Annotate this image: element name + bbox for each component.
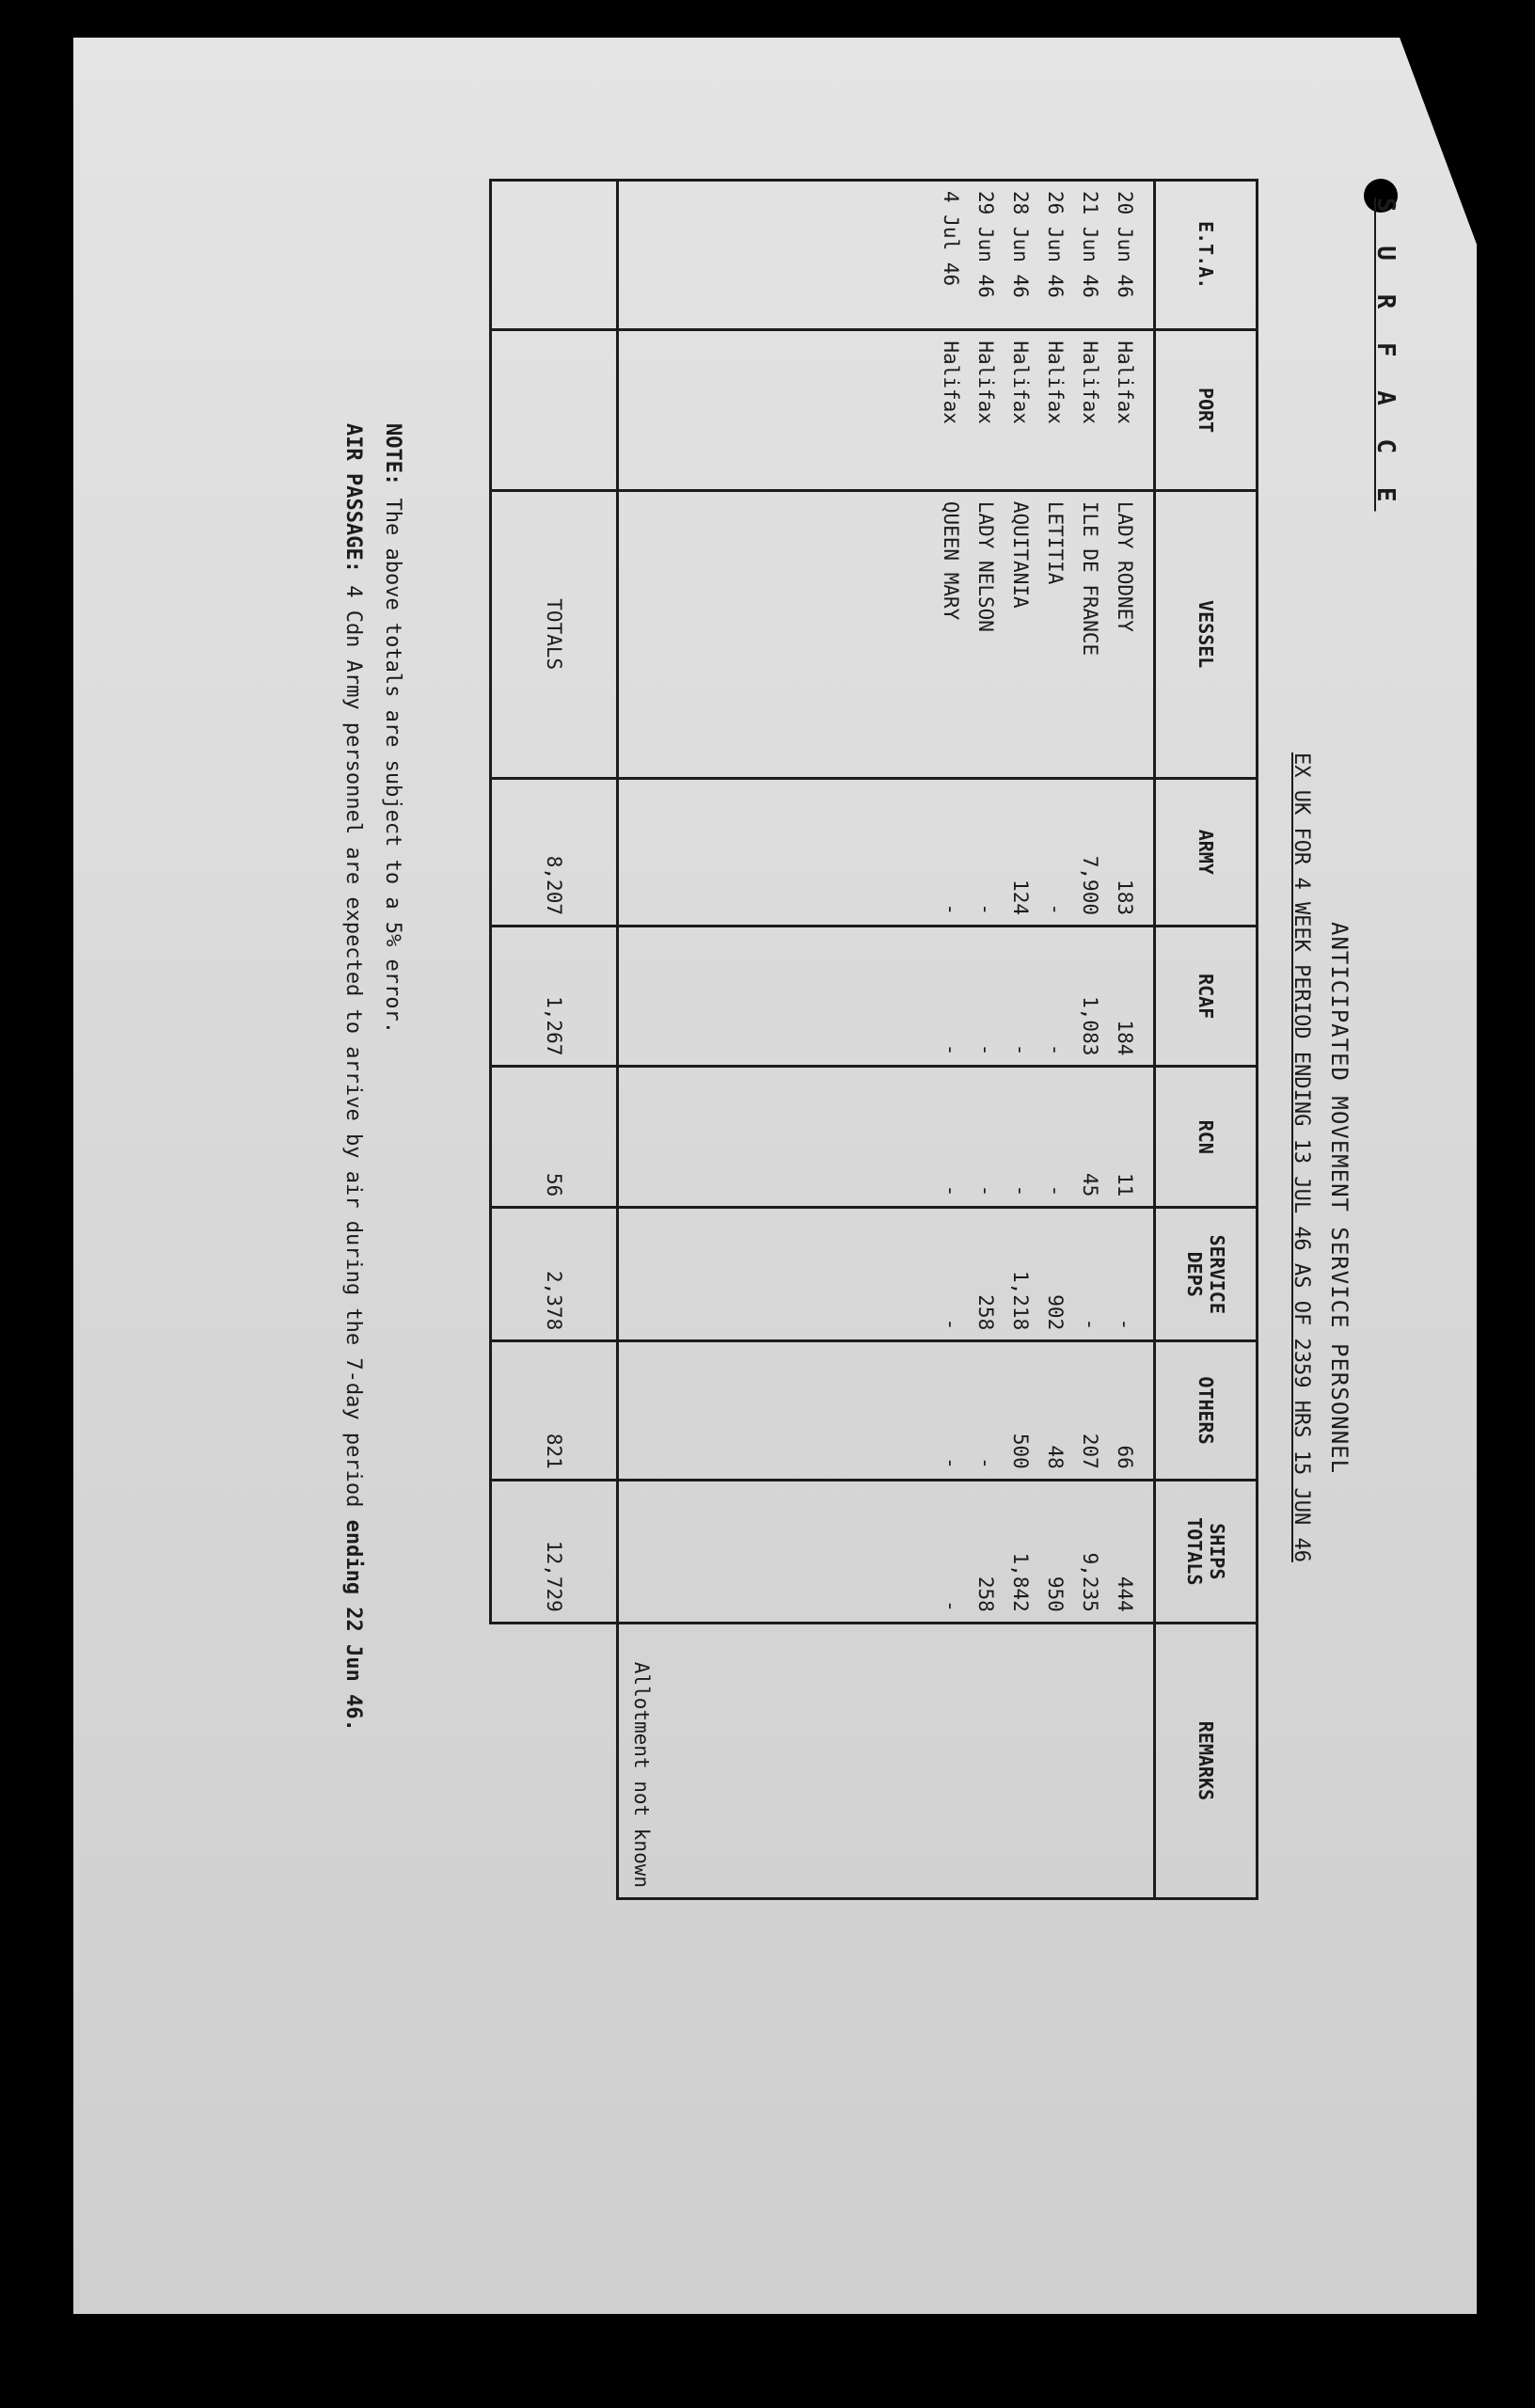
- header-others: OTHERS: [1155, 1341, 1258, 1481]
- section-label: S U R F A C E: [1371, 198, 1400, 512]
- ships-totals-cell: 258: [974, 1576, 997, 1612]
- service-deps-cell: 258: [974, 1294, 997, 1331]
- totals-row: [491, 181, 618, 1899]
- header-remarks: REMARKS: [1155, 1623, 1258, 1898]
- army-cell: -: [974, 903, 997, 915]
- notes-section: [333, 423, 412, 1732]
- army-cell: 124: [1009, 879, 1032, 915]
- eta-cell: 4 Jul 46: [940, 191, 962, 287]
- note-text: The above totals are subject to a 5% error.: [381, 498, 404, 1035]
- rcn-cell: -: [1044, 1184, 1067, 1197]
- document-subtitle: EX UK FOR 4 WEEK PERIOD ENDING 13 JUL 46 AS OF 2359 HRS 15 JUN 46: [1290, 752, 1313, 1562]
- others-cell: 207: [1079, 1433, 1101, 1469]
- service-deps-cell: -: [1114, 1318, 1136, 1331]
- rcn-cell: -: [974, 1184, 997, 1197]
- eta-cell: 26 Jun 46: [1044, 191, 1067, 298]
- note-line: [372, 423, 412, 1732]
- vessel-cell: AQUITANIA: [1009, 500, 1032, 609]
- eta-column: [618, 181, 1155, 330]
- rcaf-cell: -: [940, 1043, 962, 1056]
- vessel-cell: LADY NELSON: [974, 500, 997, 632]
- army-total: 8,207: [491, 778, 618, 926]
- header-port: PORT: [1155, 330, 1258, 490]
- port-column: [618, 330, 1155, 490]
- others-column: [618, 1341, 1155, 1481]
- air-passage-line: [333, 423, 372, 1732]
- air-passage-label: AIR PASSAGE:: [341, 423, 365, 573]
- vessel-cell: LADY RODNEY: [1114, 500, 1136, 632]
- ships-totals-column: [618, 1480, 1155, 1623]
- vessel-column: [618, 490, 1155, 778]
- rcaf-cell: -: [1009, 1043, 1032, 1056]
- service-deps-cell: 1,218: [1009, 1271, 1032, 1331]
- note-label: NOTE:: [381, 423, 404, 486]
- movement-table: [489, 179, 1258, 1900]
- rcn-cell: 11: [1114, 1172, 1136, 1197]
- totals-spacer: [491, 330, 618, 490]
- port-cell: Halifax: [1009, 341, 1032, 424]
- eta-cell: 29 Jun 46: [974, 191, 997, 298]
- header-army: ARMY: [1155, 778, 1258, 926]
- others-cell: 66: [1114, 1445, 1136, 1469]
- header-rcaf: RCAF: [1155, 926, 1258, 1066]
- army-cell: 7,900: [1079, 855, 1101, 915]
- remarks-text: Allotment not known: [630, 1661, 653, 1888]
- port-cell: Halifax: [1114, 341, 1136, 424]
- vessel-cell: ILE DE FRANCE: [1079, 500, 1101, 657]
- header-service-deps: SERVICE DEPS: [1155, 1208, 1258, 1341]
- army-column: [618, 778, 1155, 926]
- vessel-cell: LETITIA: [1044, 500, 1067, 585]
- service-deps-column: [618, 1208, 1155, 1341]
- rcaf-cell: -: [974, 1043, 997, 1056]
- totals-label: TOTALS: [491, 490, 618, 778]
- rcn-total: 56: [491, 1067, 618, 1208]
- rcaf-cell: -: [1044, 1043, 1067, 1056]
- others-cell: 48: [1044, 1445, 1067, 1469]
- service-deps-cell: -: [1079, 1318, 1101, 1331]
- table-body-row: [618, 181, 1155, 1899]
- remarks-column: [618, 1623, 1155, 1898]
- service-deps-cell: 902: [1044, 1294, 1067, 1331]
- header-vessel: VESSEL: [1155, 490, 1258, 778]
- others-cell: -: [940, 1457, 962, 1469]
- ships-totals-cell: 9,235: [1079, 1552, 1101, 1612]
- service-deps-cell: -: [940, 1318, 962, 1331]
- rcn-column: [618, 1067, 1155, 1208]
- ships-totals-cell: 444: [1114, 1576, 1136, 1612]
- service-deps-total: 2,378: [491, 1208, 618, 1341]
- ships-totals-cell: 950: [1044, 1576, 1067, 1612]
- port-cell: Halifax: [940, 341, 962, 424]
- header-ships-totals: SHIPS TOTALS: [1155, 1480, 1258, 1623]
- port-cell: Halifax: [1079, 341, 1101, 424]
- rcaf-cell: 184: [1114, 1020, 1136, 1056]
- eta-cell: 21 Jun 46: [1079, 191, 1101, 298]
- army-cell: -: [940, 903, 962, 915]
- rcaf-cell: 1,083: [1079, 996, 1101, 1056]
- rcn-cell: -: [1009, 1184, 1032, 1197]
- others-cell: 500: [1009, 1433, 1032, 1469]
- air-passage-text: 4 Cdn Army personnel are expected to arrive by air during the 7-day period: [341, 585, 365, 1508]
- army-cell: 183: [1114, 879, 1136, 915]
- others-cell: -: [974, 1457, 997, 1469]
- ships-totals-cell: -: [940, 1600, 962, 1612]
- header-eta: E.T.A.: [1155, 181, 1258, 330]
- totals-spacer: [491, 181, 618, 330]
- others-total: 821: [491, 1341, 618, 1481]
- eta-cell: 28 Jun 46: [1009, 191, 1032, 298]
- rcaf-total: 1,267: [491, 926, 618, 1066]
- army-cell: -: [1044, 903, 1067, 915]
- eta-cell: 20 Jun 46: [1114, 191, 1136, 298]
- rcn-cell: -: [940, 1184, 962, 1197]
- header-rcn: RCN: [1155, 1067, 1258, 1208]
- port-cell: Halifax: [974, 341, 997, 424]
- table-header-row: [1155, 181, 1258, 1899]
- ships-totals-cell: 1,842: [1009, 1552, 1032, 1612]
- rcaf-column: [618, 926, 1155, 1066]
- port-cell: Halifax: [1044, 341, 1067, 424]
- vessel-cell: QUEEN MARY: [940, 500, 962, 621]
- document-content: [158, 94, 1437, 1994]
- rcn-cell: 45: [1079, 1172, 1101, 1197]
- document-title: ANTICIPATED MOVEMENT SERVICE PERSONNEL: [1326, 922, 1353, 1475]
- air-passage-end: ending 22 Jun 46.: [341, 1519, 365, 1732]
- ships-grand-total: 12,729: [491, 1480, 618, 1623]
